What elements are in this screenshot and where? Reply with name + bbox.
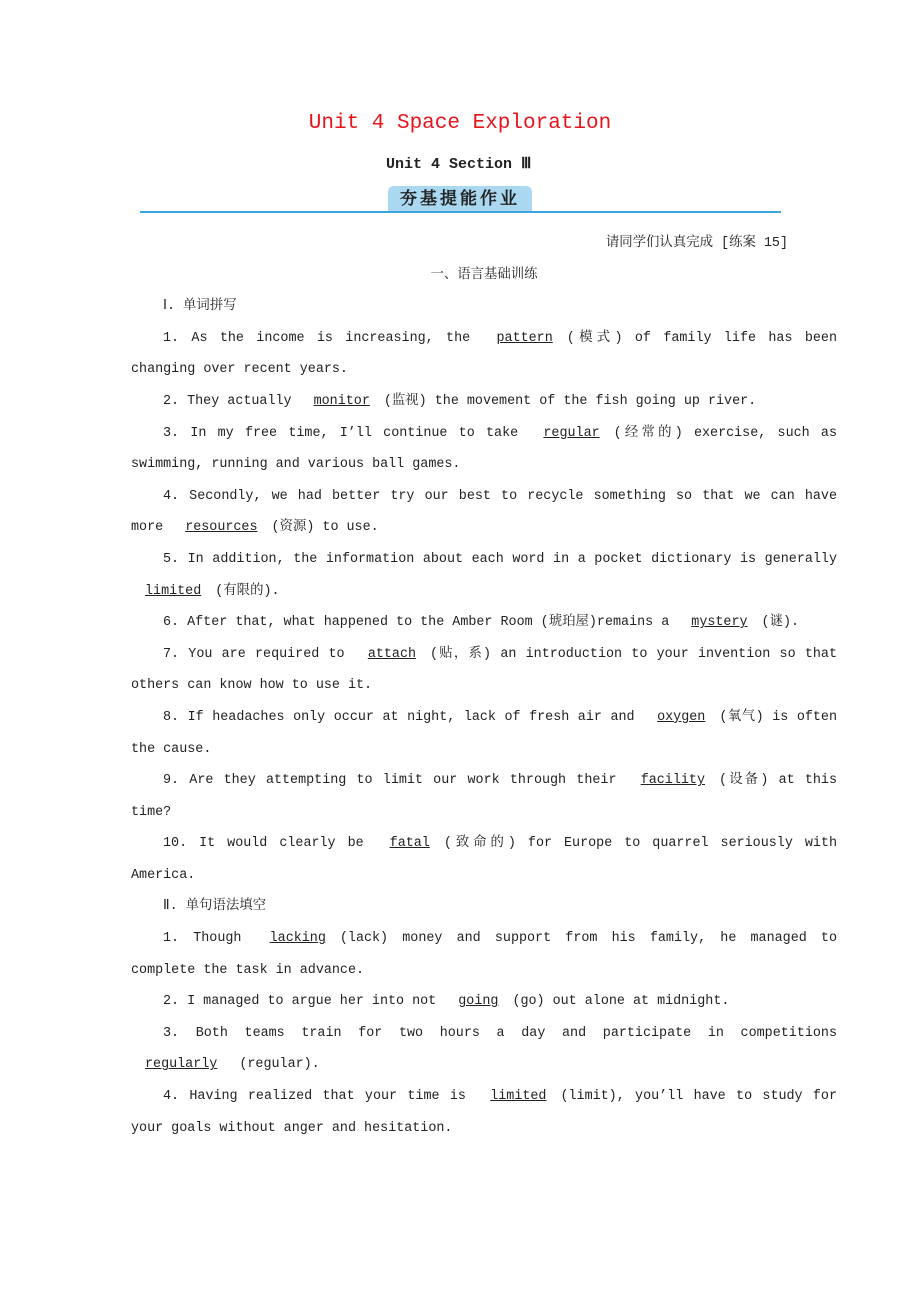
part-heading: 一、语言基础训练 [430, 267, 538, 283]
item-text: 4. Secondly, we had better try our best to recycle something so that we can have more [131, 488, 837, 536]
exercise-item [131, 481, 837, 544]
answer-blank: going [458, 994, 499, 1010]
section-heading: Ⅱ. 单句语法填空 [163, 899, 267, 915]
answer-blank: fatal [389, 836, 430, 852]
exercise-item [131, 702, 837, 765]
item-text: 5. In addition, the information about each word in a pocket dictionary is generally [163, 551, 837, 567]
exercise-item [131, 323, 837, 386]
item-text: 6. After that, what happened to the Amber Room (琥珀屋)remains a [163, 615, 678, 631]
item-text: (谜). [761, 615, 800, 631]
item-text: (氧气) is often the cause. [131, 709, 837, 757]
item-text: (regular). [231, 1057, 320, 1073]
item-text: 1. As the income is increasing, the [163, 330, 483, 346]
item-text: (limit), you’ll have to study for your goals without anger and hesitation. [131, 1089, 837, 1136]
exercise-item [131, 386, 837, 418]
item-text: 7. You are required to [163, 646, 354, 662]
item-text: (模式) of family life has been changing over recent years. [131, 330, 837, 378]
item-text: 3. In my free time, I’ll continue to take [163, 425, 530, 441]
answer-blank: monitor [313, 393, 370, 409]
doc-body [131, 228, 837, 1144]
item-text: 8. If headaches only occur at night, lack of fresh air and [163, 709, 644, 725]
item-text: 2. They actually [163, 393, 300, 409]
section-banner: 夯基提能作业 [388, 186, 532, 212]
exercise-item [131, 544, 837, 607]
item-text: (致命的) for Europe to quarrel seriously with America. [131, 836, 837, 883]
item-text: (经常的) exercise, such as swimming, running and various ball games. [131, 425, 837, 473]
item-text: (go) out alone at midnight. [512, 994, 730, 1010]
item-text: 3. Both teams train for two hours a day and participate in competitions [163, 1025, 837, 1041]
section-heading: Ⅰ. 单词拼写 [163, 299, 237, 315]
exercise-item [131, 639, 837, 702]
answer-blank: oxygen [657, 709, 706, 725]
item-text: 2. I managed to argue her into not [163, 994, 445, 1010]
answer-blank: mystery [691, 615, 748, 631]
exercise-item [131, 418, 837, 481]
practice-note: 请同学们认真完成 [练案 15] [605, 236, 788, 251]
exercise-item [131, 1018, 837, 1081]
answer-blank: attach [367, 646, 417, 662]
exercise-item [131, 765, 837, 828]
item-text: (有限的). [215, 583, 280, 599]
answer-blank: regularly [145, 1057, 218, 1073]
exercise-item [131, 1081, 837, 1144]
divider [140, 211, 781, 213]
item-text: 10. It would clearly be [163, 836, 376, 852]
answer-blank: resources [185, 520, 258, 536]
item-text: (设备) at this time? [131, 773, 838, 820]
answer-blank: lacking [269, 931, 326, 947]
item-text: (资源) to use. [271, 520, 379, 536]
answer-blank: facility [640, 773, 705, 789]
doc-title: Unit 4 Space Exploration [308, 112, 612, 135]
answer-blank: regular [543, 425, 600, 441]
answer-blank: limited [145, 583, 202, 599]
item-text: (监视) the movement of the fish going up river. [383, 393, 757, 409]
exercise-item [131, 986, 837, 1018]
answer-blank: pattern [496, 330, 553, 346]
exercise-item [131, 923, 837, 986]
item-text: 9. Are they attempting to limit our work through their [163, 773, 627, 789]
doc-subtitle: Unit 4 Section Ⅲ [386, 156, 532, 173]
item-text: 1. Though [163, 931, 256, 947]
exercise-item [131, 828, 837, 891]
exercise-item [131, 607, 837, 639]
item-text: (lack) money and support from his family, he managed to complete the task in advance. [131, 931, 838, 978]
answer-blank: limited [490, 1089, 547, 1105]
item-text: (贴，系) an introduction to your invention so that others can know how to use it. [131, 646, 837, 694]
item-text: 4. Having realized that your time is [163, 1089, 477, 1105]
